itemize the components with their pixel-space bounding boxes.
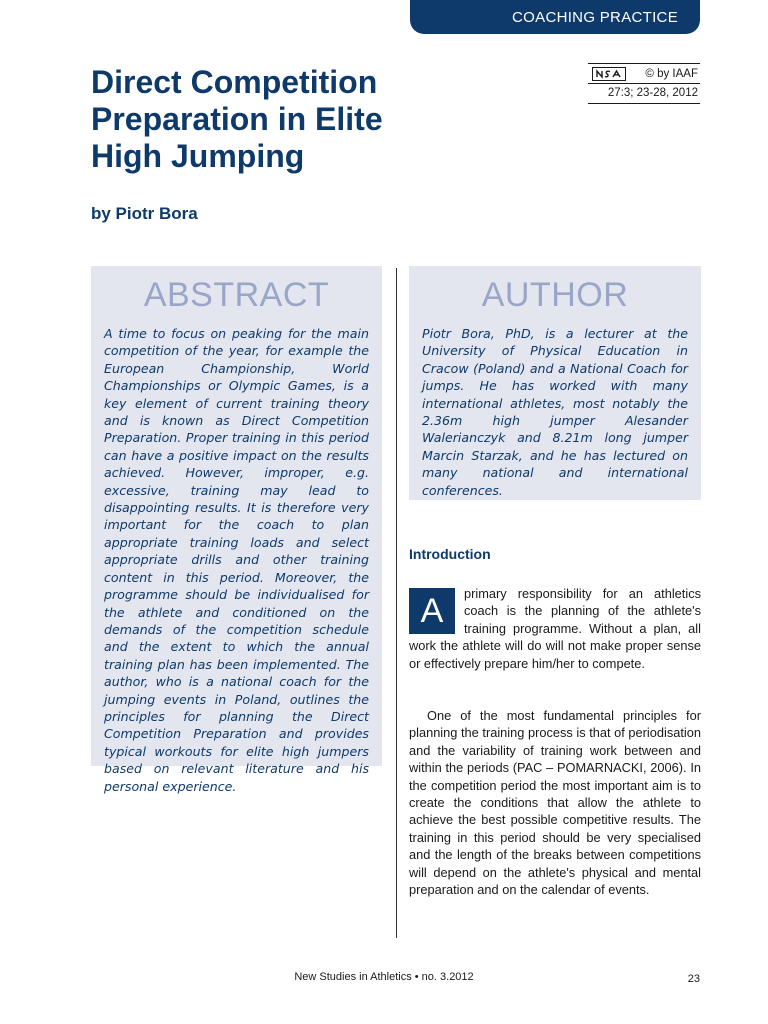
drop-cap: A xyxy=(409,588,455,634)
author-text: Piotr Bora, PhD, is a lecturer at the University of Physical Education in Cracow (Poland) and a National Coach for jumps. He has worked with many international athletes, most notably the 2.36m high jumper Alesander Walerianczyk and 8.21m long jumper Marcin Starzak, and he has lectured on many national and international conferences. xyxy=(422,326,688,498)
publication-info xyxy=(588,63,700,104)
copyright-text: © by IAAF xyxy=(645,68,698,80)
nsa-logo-icon xyxy=(592,67,626,81)
citation: 27:3; 23-28, 2012 xyxy=(588,83,700,103)
abstract-panel xyxy=(91,266,382,794)
section-tab xyxy=(410,0,700,34)
introduction-heading: Introduction xyxy=(409,546,491,562)
abstract-heading: ABSTRACT xyxy=(143,276,330,314)
abstract-text: A time to focus on peaking for the main competition of the year, for example the European Championship, World Championships or Olympic Games, is a key element of current training theory and is known as Direct Competition Preparation. Proper training in this period can have a positive impact on the results achieved. However, improper, e.g. excessive, training may lead to disappointing results. It is therefore very important for the coach to plan appropriate training loads and select appropriate drills and other training content in this period. Moreover, the programme should be individualised for the athlete and conditioned on the demands of the competition schedule and the extent to which the annual training plan has been implemented. The author, who is a national coach for the jumping events in Poland, outlines the principles for planning the Direct Competition Preparation and provides typical workouts for elite high jumpers based on relevant literature and his personal experience. xyxy=(104,326,369,794)
title-line: Preparation in Elite xyxy=(91,101,383,137)
body-paragraph: One of the most fundamental principles for planning the training process is that of periodisation and the variability of training work between and within the periods (PAC – POMARNACKI, 2006). In the competition period the most important aim is to create the conditions that allow the athlete to achieve the best possible competitive results. The training in this period should be very specialised and the length of the breaks between competitions will depend on the athlete's physical and mental preparation and on the calendar of events. xyxy=(409,708,701,898)
journal-footer: New Studies in Athletics • no. 3.2012 xyxy=(294,971,474,983)
page-number: 23 xyxy=(687,973,700,985)
title-line: Direct Competition xyxy=(91,64,378,100)
introduction-paragraph xyxy=(409,585,701,672)
author-panel xyxy=(409,266,701,500)
article-title xyxy=(91,64,451,175)
paragraph-text: primary responsibility for an athletics coach is the planning of the athlete's training programme. Without a plan, all work the athlete will do will not make proper sense or effectively prepare him/her to compete. xyxy=(409,586,701,671)
section-label: COACHING PRACTICE xyxy=(512,8,678,26)
title-line: High Jumping xyxy=(91,138,305,174)
byline: by Piotr Bora xyxy=(91,204,198,223)
column-divider xyxy=(396,268,397,938)
author-heading: AUTHOR xyxy=(481,276,629,314)
publication-info-top xyxy=(588,64,700,83)
